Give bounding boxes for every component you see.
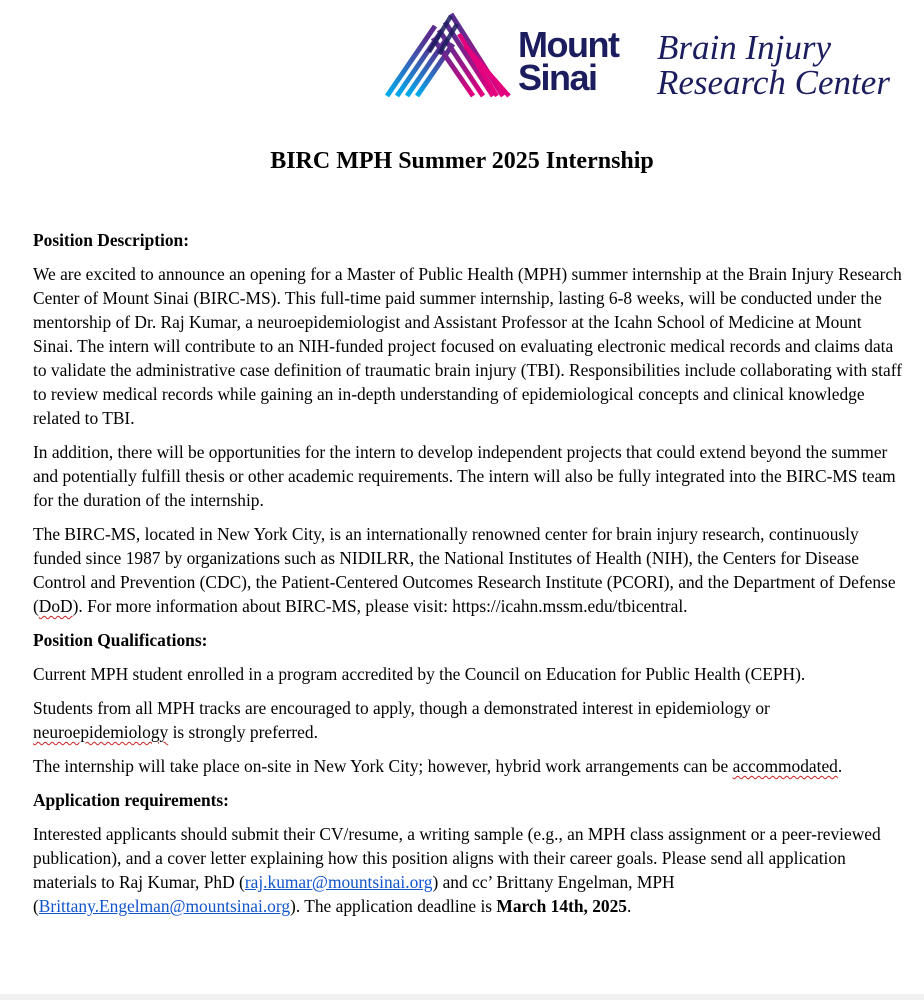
application-paragraph [33, 822, 903, 918]
q2-text-a: Students from all MPH tracks are encouraged to apply, though a demonstrated interest in epidemiology or [33, 698, 770, 718]
wordmark-line-1: Mount [518, 24, 619, 65]
q3-text-b: . [837, 756, 843, 776]
center-name-line-2: Research Center [657, 63, 890, 102]
q3-text-a: The internship will take place on-site in New York City; however, hybrid work arrangements can be [33, 756, 733, 776]
q2-word: neuroepidemiology [33, 722, 169, 742]
p3-dod: DoD [38, 596, 73, 616]
application-deadline: March 14th, 2025 [496, 896, 628, 916]
email-link-brittany-engelman[interactable]: Brittany.Engelman@mountsinai.org [38, 896, 291, 916]
p3-text-a: The BIRC-MS, located in New York City, is an internationally renowned center for brain injury research, continuously funded since 1987 by organizations such as NIDILRR, the National Institutes of Health (NIH), the Centers for Disease Control and Prevention (CDC), the Patient-Centered Outcomes Research Institute (PCORI), and the Department of Defense ( [33, 524, 896, 616]
document-body [33, 228, 903, 928]
position-description-heading: Position Description: [33, 230, 190, 250]
page-bottom-edge [0, 994, 924, 1000]
app-text-1: Interested applicants should submit their CV/resume, a writing sample (e.g., an MPH class assignment or a peer-reviewed publication), and a cover letter explaining how this position aligns with their career goals. Please send all application materials to Raj Kumar, PhD ( [33, 824, 881, 892]
wordmark-line-2: Sinai [518, 57, 597, 98]
description-paragraph-2: In addition, there will be opportunities for the intern to develop independent projects that could extend beyond the summer and potentially fulfill thesis or other academic requirements. The intern will also be fully integrated into the BIRC-MS team for the duration of the internship. [33, 442, 896, 510]
application-heading: Application requirements: [33, 790, 229, 810]
center-name-line-1: Brain Injury [657, 28, 832, 67]
p3-text-b: ). For more information about BIRC-MS, please visit: https://icahn.mssm.edu/tbicentral. [72, 596, 688, 616]
mount-sinai-wordmark [518, 24, 619, 98]
document-title: BIRC MPH Summer 2025 Internship [270, 148, 654, 174]
q2-text-b: is strongly preferred. [168, 722, 318, 742]
qualification-2 [33, 696, 903, 744]
app-text-4: . [627, 896, 632, 916]
email-link-raj-kumar[interactable]: raj.kumar@mountsinai.org [244, 872, 433, 892]
app-text-2: ) and cc’ Brittany Engelman, MPH ( [33, 872, 675, 916]
qualifications-heading: Position Qualifications: [33, 630, 208, 650]
qualification-3 [33, 754, 903, 778]
qualification-1: Current MPH student enrolled in a program accredited by the Council on Education for Public Health (CEPH). [33, 664, 806, 684]
q3-word: accommodated [732, 756, 838, 776]
app-text-3: ). The application deadline is [290, 896, 497, 916]
description-paragraph-1: We are excited to announce an opening for a Master of Public Health (MPH) summer internship at the Brain Injury Research Center of Mount Sinai (BIRC-MS). This full-time paid summer internship, lasting 6-8 weeks, will be conducted under the mentorship of Dr. Raj Kumar, a neuroepidemiologist and Assistant Professor at the Icahn School of Medicine at Mount Sinai. The intern will contribute to an NIH-funded project focused on evaluating electronic medical records and claims data to validate the administrative case definition of traumatic brain injury (TBI). Responsibilities include collaborating with staff to review medical records while gaining an in-depth understanding of epidemiological concepts and clinical knowledge related to TBI. [33, 264, 902, 428]
description-paragraph-3 [33, 522, 903, 618]
mount-sinai-logo-icon [385, 12, 513, 98]
center-name [657, 30, 890, 100]
